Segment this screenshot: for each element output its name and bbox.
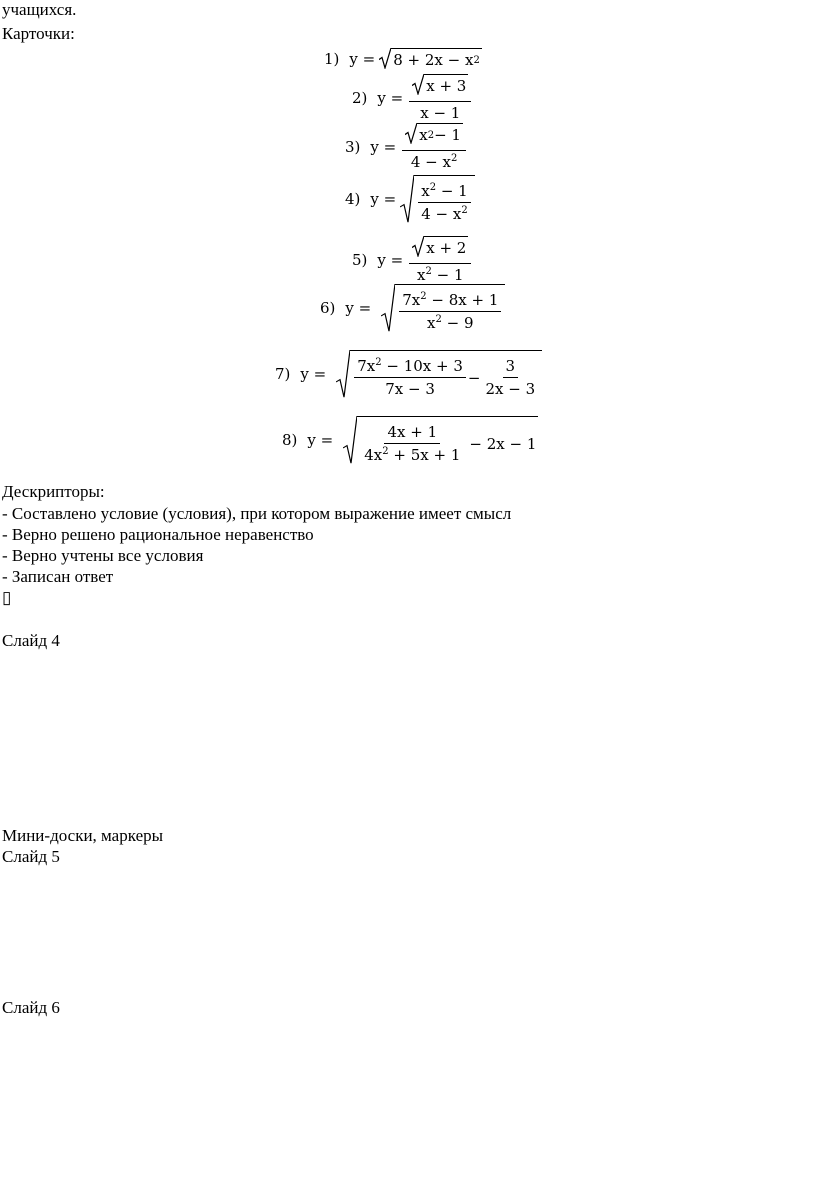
descriptor-item: - Верно учтены все условия (2, 546, 204, 565)
placeholder-glyph: ▯ (2, 588, 12, 607)
formula-label: 1) (324, 49, 340, 68)
fraction: $\frac{x + 2}{x^2 - 1}$ (409, 236, 471, 284)
text-cards: Карточки: (2, 24, 75, 43)
formula-1 (324, 48, 482, 69)
formula-7 (275, 350, 542, 398)
sqrt: $\frac{x^2 - 1}{4 - x^2}$ (400, 175, 475, 223)
formula-4 (345, 175, 475, 223)
fraction: x 2 − 1 $4 - x^2$ (402, 123, 466, 171)
formula-lhs: y = (345, 299, 372, 317)
fraction (409, 74, 471, 122)
denominator: x − 1 (420, 104, 461, 122)
formula-label: 7) (275, 365, 291, 383)
formula-label: 5) (352, 251, 368, 269)
formula-label: 6) (320, 299, 336, 317)
formula-lhs: y = (307, 431, 334, 449)
formula-6 (320, 284, 505, 332)
formula-lhs: y = (300, 365, 327, 383)
sqrt: $\frac{4x + 1}{4x^2 + 5x + 1}$ − 2x − 1 (343, 416, 538, 464)
formula-lhs: y = (370, 138, 397, 156)
text-students: учащихся. (2, 0, 77, 19)
numerator: x + 3 (424, 74, 468, 95)
formula-5 (352, 236, 473, 284)
formula-lhs: y = (370, 190, 397, 208)
descriptor-item: - Верно решено рациональное неравенство (2, 525, 314, 544)
formula-lhs: y = (377, 89, 404, 107)
formula-2 (352, 74, 473, 122)
formula-label: 8) (282, 431, 298, 449)
formula-3 (345, 123, 468, 171)
descriptors-heading: Дескрипторы: (2, 482, 105, 501)
descriptor-item: - Составлено условие (условия), при котором выражение имеет смысл (2, 504, 512, 523)
formula-label: 2) (352, 89, 368, 107)
formula-lhs: y = (349, 49, 376, 68)
slide-6-label: Слайд 6 (2, 998, 60, 1017)
sqrt: $\frac{7x^2 - 10x + 3}{7x - 3}$ − $\frac{3}{2x - 3}$ (336, 350, 542, 398)
materials-text: Мини-доски, маркеры (2, 826, 164, 845)
formula-label: 3) (345, 138, 361, 156)
sqrt: $\frac{7x^2 - 8x + 1}{x^2 - 9}$ (381, 284, 505, 332)
sqrt: 8 + 2x − x 2 (379, 48, 482, 69)
slide-4-label: Слайд 4 (2, 631, 60, 650)
radicand: 8 + 2x − x (393, 51, 474, 69)
descriptor-item: - Записан ответ (2, 567, 114, 586)
formula-8 (282, 416, 538, 464)
formula-lhs: y = (377, 251, 404, 269)
formula-label: 4) (345, 190, 361, 208)
slide-5-label: Слайд 5 (2, 847, 60, 866)
